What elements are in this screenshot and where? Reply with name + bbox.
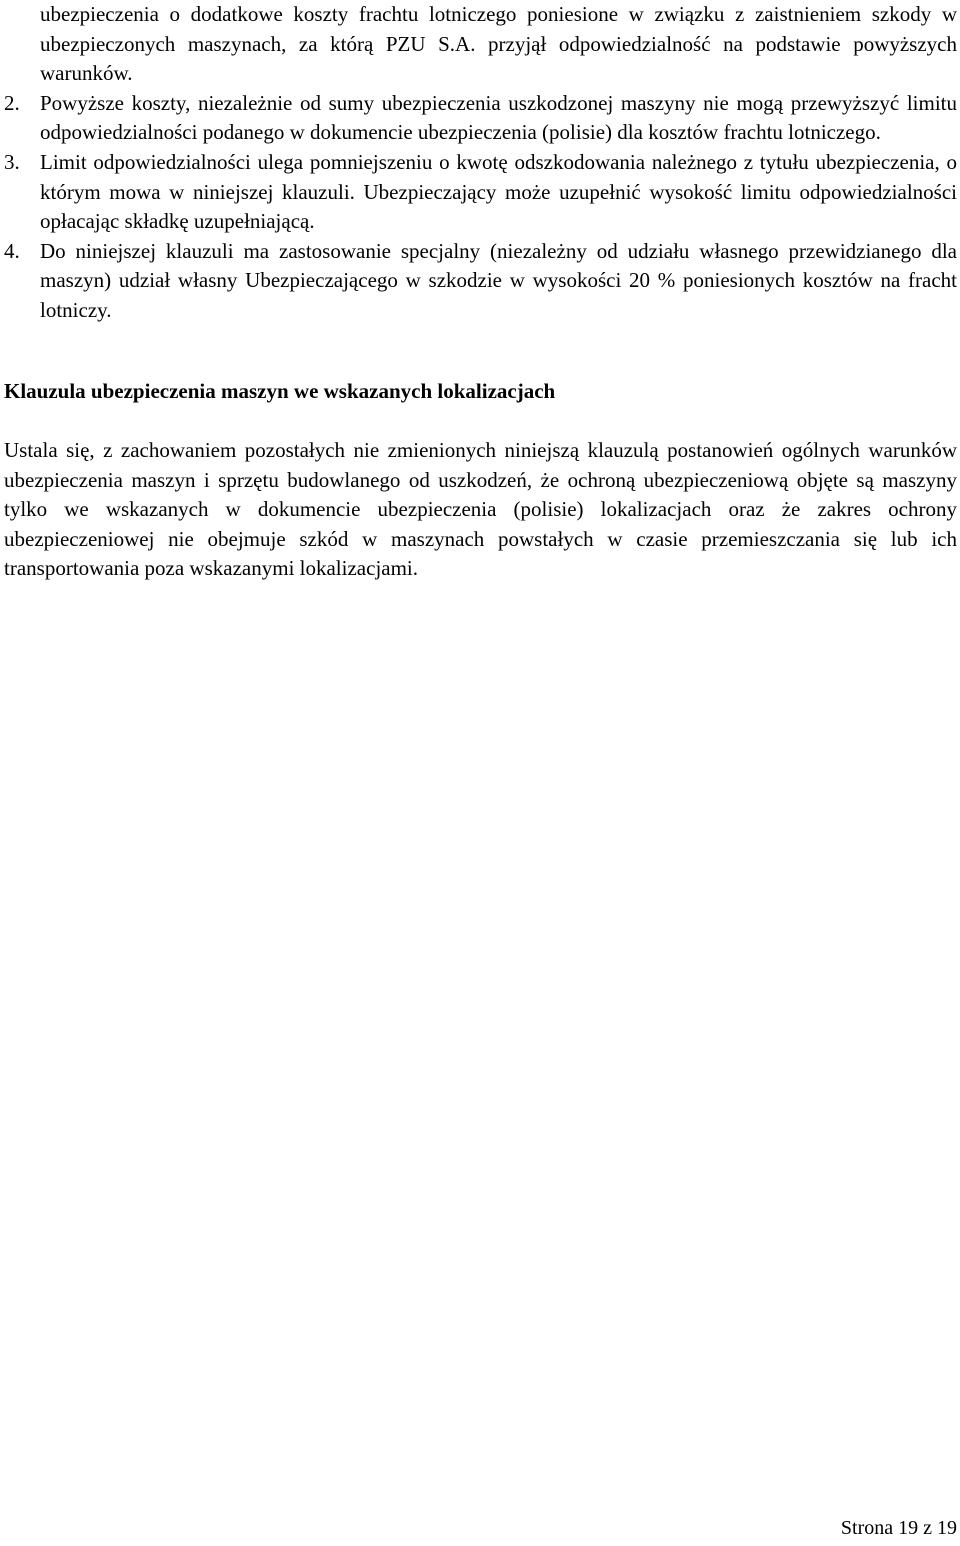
list-item-number: 4. — [4, 238, 20, 263]
list-item-3 — [4, 148, 957, 237]
page-number-footer: Strona 19 z 19 — [840, 1517, 957, 1539]
numbered-list — [4, 0, 957, 326]
list-item-continued — [4, 0, 957, 89]
list-item-text: Limit odpowiedzialności ulega pomniejszeniu o kwotę odszkodowania należnego z tytułu ubezpieczenia, o którym mowa w niniejszej klauzuli. Ubezpieczający może uzupełnić wysokość limitu odpowiedzialności opłacając składkę uzupełniającą. — [40, 149, 957, 234]
section-heading: Klauzula ubezpieczenia maszyn we wskazanych lokalizacjach — [4, 379, 556, 403]
list-item-number: 3. — [4, 149, 20, 174]
list-item-2 — [4, 89, 957, 148]
section-paragraph: Ustala się, z zachowaniem pozostałych nie zmienionych niniejszą klauzulą postanowień ogólnych warunków ubezpieczenia maszyn i sprzętu budowlanego od uszkodzeń, że ochroną ubezpieczeniową objęte są maszyny tylko we wskazanych w dokumencie ubezpieczenia (polisie) lokalizacjach oraz że zakres ochrony ubezpieczeniowej nie obejmuje szkód w maszynach powstałych w czasie przemieszczania się lub ich transportowania poza wskazanymi lokalizacjami. — [4, 438, 957, 581]
list-item-text: Do niniejszej klauzuli ma zastosowanie specjalny (niezależny od udziału własnego przewidzianego dla maszyn) udział własny Ubezpieczającego w szkodzie w wysokości 20 % poniesionych kosztów na fracht lotniczy. — [40, 238, 957, 322]
list-item-text: Powyższe koszty, niezależnie od sumy ubezpieczenia uszkodzonej maszyny nie mogą przewyższyć limitu odpowiedzialności podanego w dokumencie ubezpieczenia (polisie) dla kosztów frachtu lotniczego. — [40, 90, 957, 145]
list-item-number: 2. — [4, 90, 20, 115]
list-item-4 — [4, 237, 957, 326]
list-item-text: ubezpieczenia o dodatkowe koszty frachtu lotniczego poniesione w związku z zaistnieniem szkody w ubezpieczonych maszynach, za którą PZU S.A. przyjął odpowiedzialność na podstawie powyższych warunków. — [40, 2, 957, 86]
